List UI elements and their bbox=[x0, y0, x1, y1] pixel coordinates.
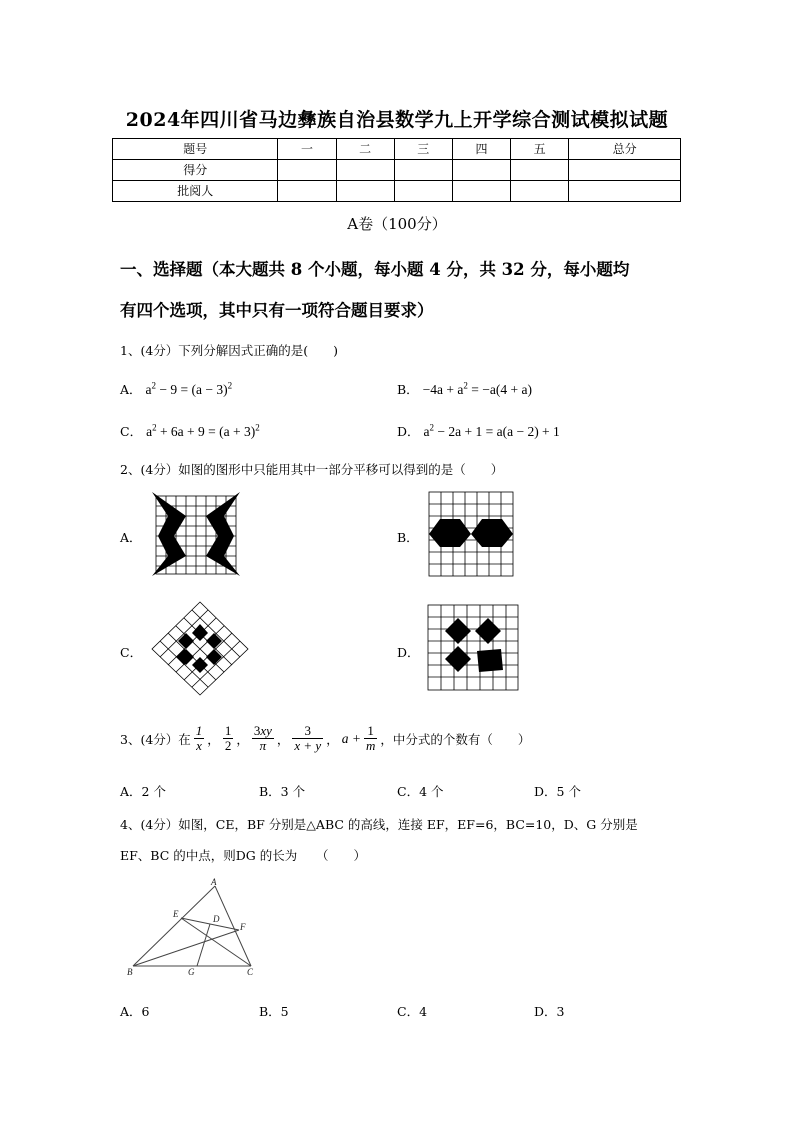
score-input-cell[interactable] bbox=[336, 160, 394, 181]
question-2-stem: 2、(4分）如图的图形中只能用其中一部分平移可以得到的是（ ） bbox=[120, 462, 504, 477]
q3-option-a[interactable]: A．2 个 bbox=[120, 784, 166, 799]
table-row bbox=[113, 160, 681, 181]
score-input-cell[interactable] bbox=[452, 160, 510, 181]
fraction: $\frac{3}{x + y}$ bbox=[294, 723, 322, 753]
q2-option-b-label[interactable]: B． bbox=[397, 530, 419, 545]
table-cell: 批阅人 bbox=[113, 181, 278, 202]
q1-option-a[interactable] bbox=[120, 380, 232, 398]
question-4-stem: 4、(4分）如图，CE，BF 分别是△ABC 的高线，连接 EF，EF=6，BC=10，D、G 分别是 bbox=[120, 817, 638, 832]
score-input-cell[interactable] bbox=[511, 181, 569, 202]
stem-text: ，中分式的个数有（ ） bbox=[380, 731, 531, 747]
q1-option-b[interactable] bbox=[397, 380, 532, 398]
volume-heading: A卷（100分） bbox=[347, 215, 447, 233]
fraction: $\frac{1}{2}$ bbox=[224, 723, 232, 753]
question-4-stem-cont: EF、BC 的中点，则DG 的长为 （ ） bbox=[120, 848, 366, 863]
option-formula: $a^2 - 9 = (a - 3)^2$ bbox=[145, 380, 233, 397]
separator: ， bbox=[207, 731, 220, 747]
q4-option-a[interactable]: A．6 bbox=[120, 1004, 150, 1019]
score-input-cell[interactable] bbox=[394, 160, 452, 181]
score-input-cell[interactable] bbox=[452, 181, 510, 202]
section-heading: 一、选择题（本大题共 8 个小题，每小题 4 分，共 32 分，每小题均 bbox=[120, 260, 630, 279]
score-input-cell[interactable] bbox=[278, 181, 336, 202]
table-cell: 二 bbox=[336, 139, 394, 160]
separator: ， bbox=[326, 731, 339, 747]
expression: a + bbox=[341, 730, 361, 746]
page-title: 2024年四川省马边彝族自治县数学九上开学综合测试模拟试题 bbox=[125, 109, 669, 131]
score-input-cell[interactable] bbox=[394, 181, 452, 202]
table-cell: 一 bbox=[278, 139, 336, 160]
q2-option-d-label[interactable]: D． bbox=[397, 645, 420, 660]
score-input-cell[interactable] bbox=[278, 160, 336, 181]
q3-option-c[interactable]: C．4 个 bbox=[397, 784, 444, 799]
table-cell: 五 bbox=[511, 139, 569, 160]
point-label-g: G bbox=[188, 967, 195, 977]
q3-option-d[interactable]: D．5 个 bbox=[534, 784, 581, 799]
point-label-e: E bbox=[173, 909, 179, 919]
q3-option-b[interactable]: B．3 个 bbox=[259, 784, 306, 799]
q4-triangle-figure bbox=[125, 878, 265, 978]
point-label-b: B bbox=[127, 967, 133, 977]
score-input-cell[interactable] bbox=[336, 181, 394, 202]
fraction: $\frac{3xy}{\pi}$ bbox=[253, 723, 272, 753]
fraction: $\frac{1}{m}$ bbox=[365, 723, 376, 753]
option-label: C． bbox=[120, 424, 143, 439]
point-label-d: D bbox=[213, 914, 220, 924]
fraction: $\frac{1}{x}$ bbox=[195, 723, 203, 753]
table-row bbox=[113, 181, 681, 202]
table-cell: 四 bbox=[452, 139, 510, 160]
question-3-stem bbox=[120, 724, 530, 753]
option-formula: $a^2 - 2a + 1 = a(a - 2) + 1$ bbox=[423, 422, 560, 439]
option-formula: $-4a + a^2 = -a(4 + a)$ bbox=[422, 380, 532, 397]
q4-option-d[interactable]: D．3 bbox=[534, 1004, 565, 1019]
q2-figure-c bbox=[150, 602, 250, 696]
point-label-a: A bbox=[211, 877, 217, 887]
question-1-stem: 1、(4分）下列分解因式正确的是( ) bbox=[120, 343, 339, 358]
option-label: A． bbox=[120, 382, 142, 397]
score-input-cell[interactable] bbox=[569, 160, 681, 181]
q1-option-c[interactable] bbox=[120, 422, 260, 440]
table-cell: 总分 bbox=[569, 139, 681, 160]
q1-option-d[interactable] bbox=[397, 422, 560, 440]
option-label: D． bbox=[397, 424, 420, 439]
score-table bbox=[112, 138, 681, 202]
q2-figure-d bbox=[427, 604, 519, 692]
point-label-c: C bbox=[247, 967, 254, 977]
separator: ， bbox=[276, 731, 290, 747]
score-input-cell[interactable] bbox=[569, 181, 681, 202]
table-cell: 题号 bbox=[113, 139, 278, 160]
q2-option-c-label[interactable]: C． bbox=[120, 645, 143, 660]
q2-figure-b bbox=[428, 491, 516, 579]
option-label: B． bbox=[397, 382, 419, 397]
q4-option-c[interactable]: C．4 bbox=[397, 1004, 428, 1019]
q2-option-a-label[interactable]: A． bbox=[120, 530, 142, 545]
section-heading-cont: 有四个选项，其中只有一项符合题目要求） bbox=[120, 301, 434, 320]
q2-figure-a bbox=[152, 492, 240, 576]
table-cell: 三 bbox=[394, 139, 452, 160]
option-formula: $a^2 + 6a + 9 = (a + 3)^2$ bbox=[146, 422, 260, 439]
q4-option-b[interactable]: B．5 bbox=[259, 1004, 289, 1019]
point-label-f: F bbox=[240, 922, 246, 932]
separator: ， bbox=[236, 731, 249, 747]
score-input-cell[interactable] bbox=[511, 160, 569, 181]
table-cell: 得分 bbox=[113, 160, 278, 181]
stem-text: 3、(4分）在 bbox=[120, 731, 191, 747]
table-row bbox=[113, 139, 681, 160]
